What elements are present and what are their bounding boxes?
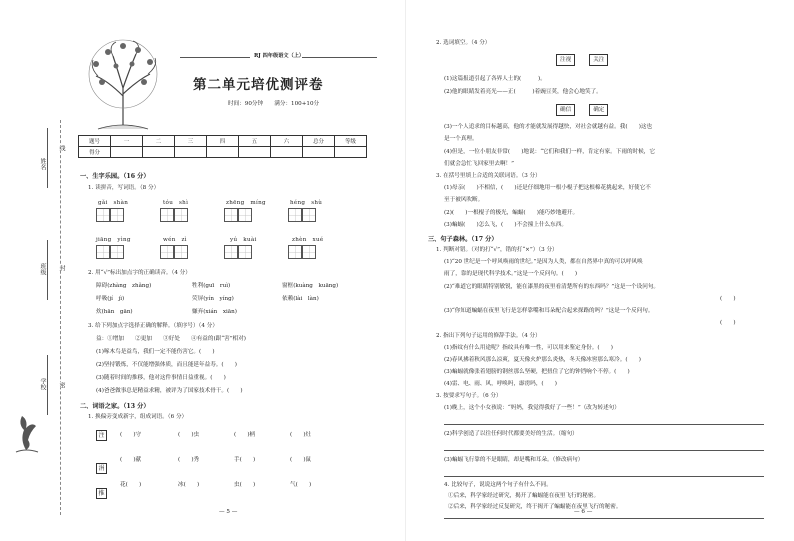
conjunction-item[interactable]: (2)( )一根棍子的极光，蝙蝠( )能巧妙地避开。 — [444, 210, 579, 216]
pronunciation-item[interactable]: 窗框(kuàng kuāng) — [282, 283, 339, 289]
r-q3-title: 3. 在括号里填上合适的关联词语。（3 分） — [436, 173, 541, 179]
answer-line[interactable] — [444, 424, 764, 425]
score-table — [78, 135, 367, 158]
class-field[interactable] — [47, 240, 48, 300]
table-cell[interactable] — [239, 147, 271, 158]
writing-grid[interactable] — [224, 207, 252, 226]
judge-blank[interactable]: ( ) — [720, 296, 736, 302]
binding-label-name: 姓名 — [39, 158, 46, 170]
table-cell: 三 — [175, 136, 207, 147]
pronunciation-item[interactable]: 障碍(zhàng zhǎng) — [96, 283, 152, 289]
rewrite-item: (2)科学创造了以往任何时代都要美好的生活。（缩句） — [444, 431, 578, 437]
pinyin-label: gǎi shàn — [98, 200, 129, 206]
definition-item[interactable]: (2)坚持锻炼，不仅能增强体质，而且能延年益寿。( ) — [96, 362, 237, 368]
word-choice-pair — [556, 54, 608, 66]
judge-blank[interactable]: ( ) — [720, 320, 736, 326]
judge-item[interactable]: (1)“20 世纪是一个呼风唤雨的世纪。”是因为人类，都在自然界中真的可以呼风唤 — [444, 259, 643, 265]
section-1-title: 一、生字乐园。（16 分） — [80, 173, 150, 180]
rhetoric-item[interactable]: (3)蝙蝠就像张着翅膀的钢丝那么坚硬，把扭住了它的钟铛响个不停。( ) — [444, 369, 630, 375]
s1-q1-title: 1. 读拼音，写词语。（8 分） — [88, 185, 160, 191]
pinyin-label: zhēng míng — [226, 200, 266, 206]
writing-grid[interactable] — [224, 244, 252, 263]
pinyin-label: zhèn xué — [292, 237, 324, 243]
ink-decoration — [10, 410, 42, 455]
answer-line[interactable] — [444, 518, 764, 519]
radical-blank[interactable]: ( )虫 — [178, 432, 200, 438]
fill-item[interactable]: (4)但是，一位小朋友非常( )地说：“它们和我们一样，肯定有家。下雨的时候，它 — [444, 149, 655, 155]
conjunction-item-cont: 至于被风吹断。 — [444, 197, 484, 203]
s1-q2-title: 2. 用“√”标出加点字的正确读音。（4 分） — [88, 270, 191, 276]
section-2-title: 二、词语之家。（13 分） — [80, 403, 150, 410]
writing-grid[interactable] — [160, 244, 188, 263]
fill-item-cont: 是一个真理。 — [444, 136, 478, 142]
s1-q3-title: 3. 给下列加点字选择正确的解释。（填序号）（4 分） — [88, 323, 218, 329]
word-option: 确信 — [556, 104, 575, 116]
radical-blank[interactable]: ( )柄 — [234, 432, 256, 438]
pinyin-label: jiāng yìng — [96, 237, 131, 243]
table-cell[interactable] — [175, 147, 207, 158]
s2-q1-title: 1. 换偏旁变成新字，组成词语。（6 分） — [88, 414, 188, 420]
pinyin-label: héng shù — [290, 200, 323, 206]
compare-item: ②后来，科学家经过反复研究，终于揭开了蝙蝠能在夜里飞行的秘密。 — [448, 504, 622, 510]
rewrite-item: (3)蝙蝠飞行靠的不是眼睛，却是嘴和耳朵。（修改病句） — [444, 457, 584, 463]
binding-label-sealed: 密 — [58, 382, 65, 388]
exam-meta: 时间：90分钟 满分：100+10分 — [228, 101, 320, 107]
fill-item-cont: 们就会急忙飞回家里去啊！” — [444, 161, 514, 167]
conjunction-item[interactable]: (3)蝙蝠( )怎么飞，( )不会撞上什么东西。 — [444, 222, 567, 228]
radical-blank[interactable]: 手( ) — [234, 457, 256, 463]
page-number: — 6 — — [574, 509, 593, 515]
radical-blank[interactable]: ( )守 — [120, 432, 142, 438]
table-cell[interactable] — [271, 147, 303, 158]
pronunciation-item[interactable]: 呼吸(jí jì) — [96, 296, 125, 302]
fill-item[interactable]: (2)他的眼睛发着亮光——正( )着豌豆荚，他会心地笑了。 — [444, 89, 602, 95]
word-option: 关注 — [589, 54, 608, 66]
table-cell[interactable] — [143, 147, 175, 158]
radical-blank[interactable]: ( )秀 — [178, 457, 200, 463]
pronunciation-item[interactable]: 荧屏(yín yíng) — [192, 296, 234, 302]
radical-blank[interactable]: 虫( ) — [234, 482, 256, 488]
s3-q1-title: 1. 判断对错。（对的打“√”，错的打“×”）（3 分） — [436, 247, 558, 253]
writing-grid[interactable] — [96, 207, 124, 226]
pinyin-label: yú kuài — [230, 237, 257, 243]
page-title: 第二单元培优测评卷 — [193, 77, 324, 93]
score-table-score-row — [79, 147, 367, 158]
pronunciation-item[interactable]: 炊(hān gān) — [96, 309, 133, 315]
binding-dash-line — [60, 120, 61, 515]
radical-row — [96, 430, 107, 441]
compare-item: ①后来，科学家经过研究，揭开了蝙蝠能在夜里飞行的秘密。 — [448, 493, 600, 499]
pinyin-label: wén zì — [163, 237, 187, 243]
pronunciation-item[interactable]: 嫌弃(xián xiān) — [192, 309, 237, 315]
conjunction-item[interactable]: (1)母亲( )不相信，( )还是仔细地用一根小棍子把这根棉花挑起来，好使它不 — [444, 185, 651, 191]
pronunciation-item[interactable]: 依赖(lài làn) — [282, 296, 319, 302]
table-cell: 一 — [111, 136, 143, 147]
definition-item[interactable]: (3)随着时间的推移，他对这件事情日益重视。( ) — [96, 375, 226, 381]
radical-blank[interactable]: ( )鼠 — [290, 457, 312, 463]
binding-label-class: 班级 — [39, 263, 46, 275]
pinyin-label: tóu shì — [163, 200, 189, 206]
word-option: 确定 — [589, 104, 608, 116]
base-character: 推 — [96, 488, 107, 499]
header-tag: RJ 四年级语文（上） — [254, 53, 305, 59]
judge-item-cont: 雨了，靠的是现代科学技术。”这是一个反问句。( ) — [444, 271, 578, 277]
answer-line[interactable] — [444, 450, 764, 451]
definition-item[interactable]: (4)爸爸做事总是精益求精，被评为了国家技术骨干。( ) — [96, 388, 243, 394]
rhetoric-item[interactable]: (2)春风拂着秋风那么凉爽，夏天像火炉那么炎热，冬天像冰窖那么寒冷。( ) — [444, 357, 641, 363]
table-cell[interactable] — [207, 147, 239, 158]
base-character: 注 — [96, 430, 107, 441]
definition-options: 益：①增加 ②更加 ③好处 ④有益的(跟“害”相对) — [96, 336, 246, 342]
s3-q3-title: 3. 按要求写句子。（6 分） — [436, 393, 502, 399]
radical-blank[interactable]: ( )献 — [120, 457, 142, 463]
writing-grid[interactable] — [288, 207, 316, 226]
page-divider — [405, 0, 406, 541]
table-cell[interactable] — [335, 147, 367, 158]
binding-label-school: 学校 — [39, 378, 46, 390]
writing-grid[interactable] — [160, 207, 188, 226]
rewrite-item: (1)晚上，这个小女孩说：“妈妈，我觉得我好了一些！”（改为转述句） — [444, 405, 620, 411]
school-field[interactable] — [47, 355, 48, 415]
table-cell[interactable] — [303, 147, 335, 158]
binding-label-seal: 封 — [58, 265, 65, 271]
table-cell: 等级 — [335, 136, 367, 147]
table-cell: 二 — [143, 136, 175, 147]
radical-row — [96, 480, 107, 499]
table-cell: 六 — [271, 136, 303, 147]
s3-q2-title: 2. 指出下列句子运用的修辞手法。（4 分） — [436, 333, 541, 339]
fill-item[interactable]: (1)这篇报道引起了各界人士的( )。 — [444, 76, 546, 82]
table-cell: 总分 — [303, 136, 335, 147]
table-cell: 五 — [239, 136, 271, 147]
radical-row — [96, 455, 107, 474]
name-field[interactable] — [47, 128, 48, 188]
word-choice-pair — [556, 104, 608, 116]
compare-title: 4. 比较句子，说说这两个句子有什么不同。 — [444, 482, 552, 488]
radical-blank[interactable]: ( )灶 — [290, 432, 312, 438]
table-cell: 题号 — [79, 136, 111, 147]
pronunciation-item[interactable]: 牲利(guī ruì) — [192, 283, 231, 289]
table-cell: 四 — [207, 136, 239, 147]
table-cell: 得分 — [79, 147, 111, 158]
binding-label-line: 线 — [58, 145, 65, 151]
rhetoric-item[interactable]: (1)指纹有什么用途呢？指纹具有唯一性，可以用来鉴定身份。( ) — [444, 345, 613, 351]
judge-item[interactable]: (3)“你知道蝙蝠在夜里飞行是怎样靠嘴和耳朵配合起来探路的吗？”这是一个反问句。 — [444, 308, 654, 314]
radical-blank[interactable]: 花( ) — [120, 482, 142, 488]
rhetoric-item[interactable]: (4)雷、电、雨、风，呼唤吗，霹雳吗，( ) — [444, 381, 557, 387]
radical-blank[interactable]: 冰( ) — [178, 482, 200, 488]
table-cell[interactable] — [111, 147, 143, 158]
base-character: 涓 — [96, 463, 107, 474]
page-number: — 5 — — [219, 509, 238, 515]
section-3-title: 三、句子森林。（17 分） — [428, 236, 498, 243]
word-option: 注视 — [556, 54, 575, 66]
fill-item[interactable]: (3)一个人追求的目标越高，他的才能就发展得越快，对社会就越有益。我( )这也 — [444, 124, 653, 130]
judge-item[interactable]: (2)“难道它的眼睛特别敏锐，能在漆黑的夜里看清楚所有的东西吗？”这是一个设问句。 — [444, 284, 660, 290]
r-q2-title: 2. 选词填空。（4 分） — [436, 40, 491, 46]
tree-illustration — [78, 36, 168, 131]
writing-grid[interactable] — [288, 244, 316, 263]
writing-grid[interactable] — [96, 244, 124, 263]
answer-line[interactable] — [444, 476, 764, 477]
definition-item[interactable]: (1)啄木鸟是益鸟，我们一定不能伤害它。( ) — [96, 349, 215, 355]
radical-blank[interactable]: 气( ) — [290, 482, 312, 488]
score-table-header-row — [79, 136, 367, 147]
